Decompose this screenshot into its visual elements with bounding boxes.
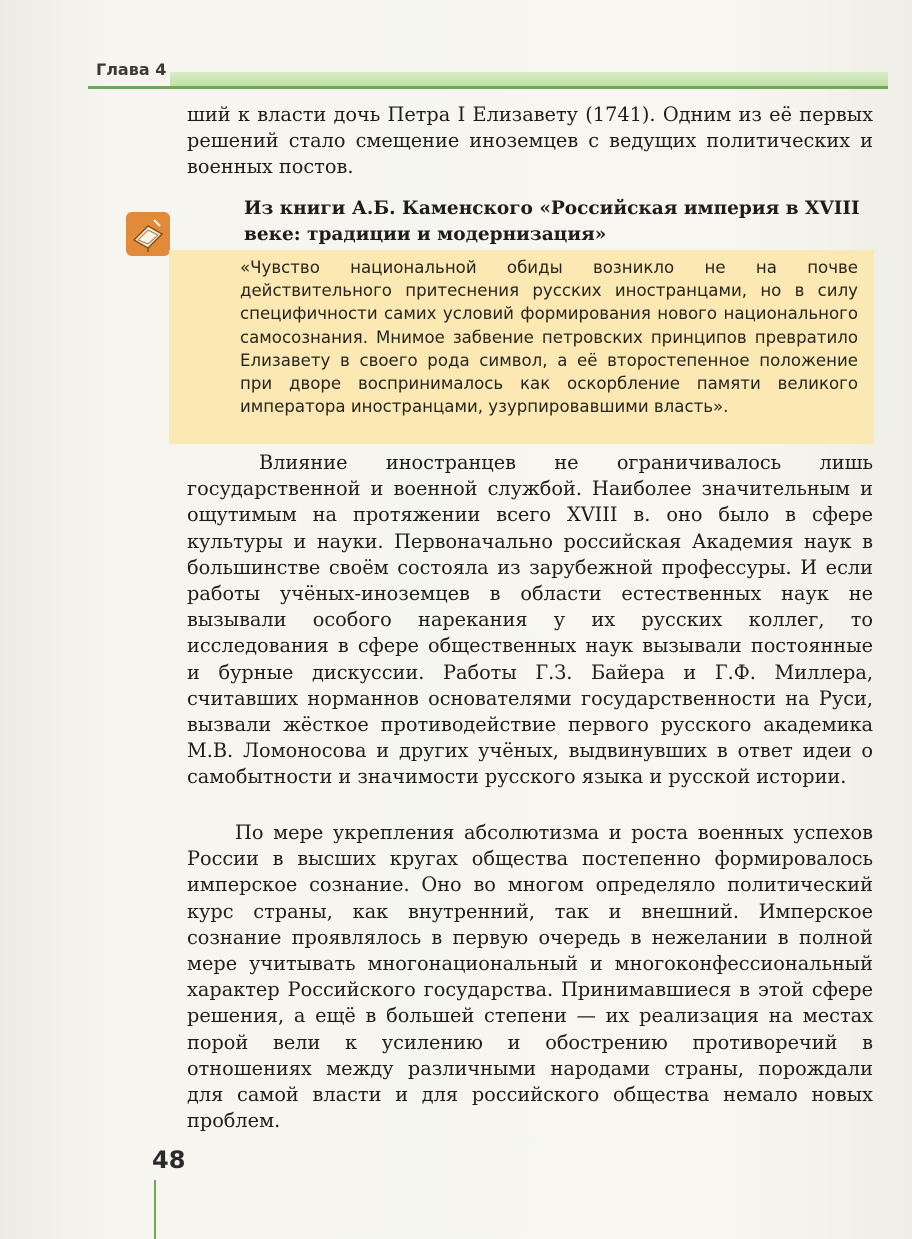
paragraph-1: ший к власти дочь Петра I Елизавету (1741). Одним из её первых решений стало смещение иноземцев с ведущих политических и военных постов.	[187, 103, 873, 179]
quote-title: Из книги А.Б. Каменского «Российская империя в XVIII веке: традиции и модернизация»	[244, 198, 860, 245]
paragraph-2: Влияние иностранцев не ограничивалось лишь государственной и военной службой. Наиболее значительным и ощутимым на протяжении всего XVIII в. оно было в сфере культуры и науки. Первоначально российская Академия наук в большинстве своём состояла из зарубежной профессуры. И если работы учёных-иноземцев в области естественных наук не вызывали особого нарекания у их русских коллег, то исследования в сфере общественных наук вызывали постоянные и бурные дискуссии. Работы Г.З. Байера и Г.Ф. Миллера, считавших норманнов основателями государственности на Руси, вызвали жёсткое противодействие первого русского академика М.В. Ломоносова и других учёных, выдвинувших в ответ идеи о самобытности и значимости русского языка и русской истории.	[187, 451, 873, 789]
header-line	[88, 86, 888, 89]
quote-text: «Чувство национальной обиды возникло не на почве действительного притеснения русских иностранцами, но в силу специфичности самих условий формирования нового национального самосознания. Мнимое забвение петровских принципов превратило Елизавету в своего рода символ, а её второстепенное положение при дворе воспринималось как оскорбление памяти великого императора иностранцами, узурпировавшими власть».	[240, 258, 858, 417]
page-header	[88, 56, 888, 90]
page-number: 48	[152, 1146, 186, 1174]
margin-line	[154, 1180, 156, 1239]
paragraph-3: По мере укрепления абсолютизма и роста военных успехов России в высших кругах общества постепенно формировалось имперское сознание. Оно во многом определяло политический курс страны, как внутренний, так и внешний. Имперское сознание проявлялось в первую очередь в нежелании в полной мере учитывать многонациональный и многоконфессиональный характер Российского государства. Принимавшиеся в этой сфере решения, а ещё в большей степени — их реализация на местах порой вели к усилению и обострению противоречий в отношениях между различными народами страны, порождали для самой власти и для российского общества немало новых проблем.	[187, 821, 873, 1133]
header-bar	[170, 72, 888, 86]
quote-box	[169, 250, 874, 444]
chapter-label: Глава 4	[96, 60, 167, 79]
book-icon	[124, 210, 172, 258]
